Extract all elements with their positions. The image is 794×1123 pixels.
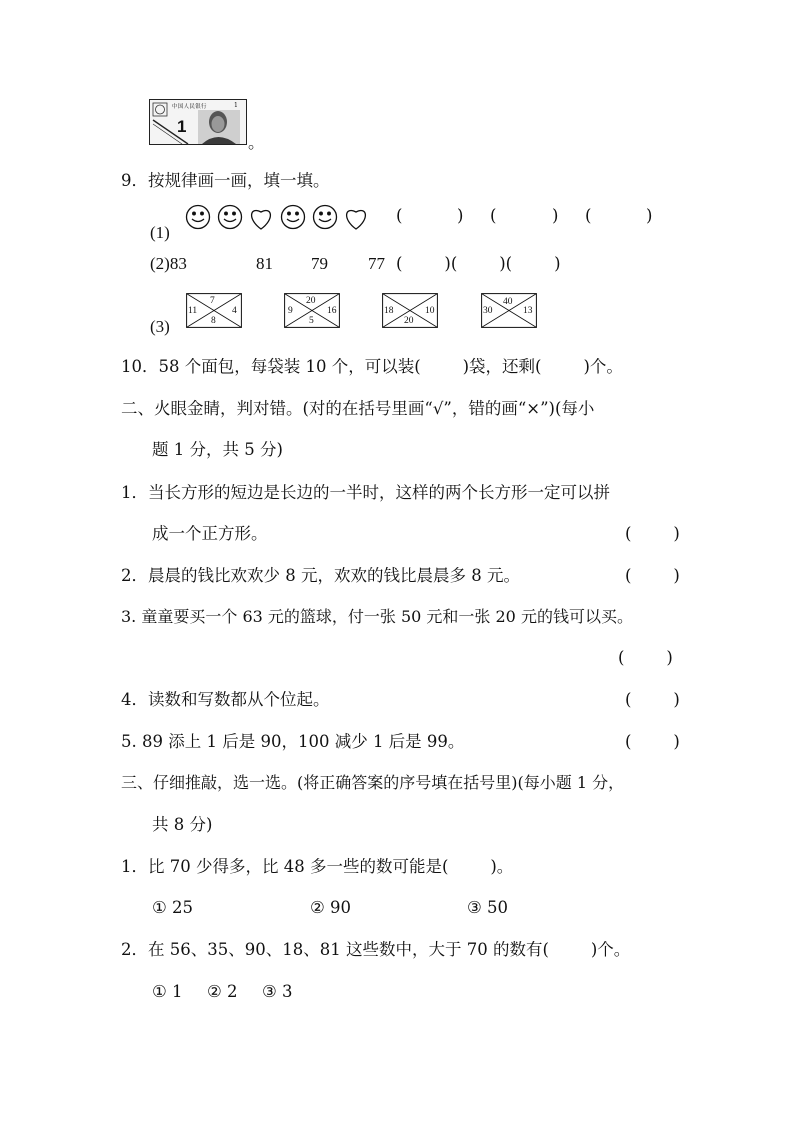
envelope-left-number: 9 — [288, 306, 293, 316]
banknote-suffix: 。 — [248, 133, 265, 152]
smiley-icon — [187, 206, 210, 229]
section3-title: 三、仔细推敲，选一选。(将正确答案的序号填在括号里)(每小题 1 分， — [121, 773, 625, 792]
s3-q1-option-3: ③ 50 — [467, 898, 509, 917]
envelope-top-number: 7 — [210, 296, 215, 306]
envelope-left-number: 18 — [384, 306, 394, 316]
q9-p1-blank-3-close: ) — [646, 206, 653, 225]
s2-item-4: 4．读数和写数都从个位起。 — [121, 690, 330, 709]
envelope-right-number: 13 — [523, 306, 533, 316]
s3-q2-option-1: ① 1 — [152, 982, 183, 1001]
s3-q2-option-2: ② 2 — [207, 982, 238, 1001]
q9-p2-number: 77 — [368, 254, 385, 273]
heart-icon — [252, 210, 271, 229]
s2-item-1-paren: ( ) — [625, 524, 680, 543]
section2-title: 二、火眼金睛，判对错。(对的在括号里画“√”，错的画“×”)(每小 — [121, 399, 595, 418]
envelope — [186, 293, 242, 328]
s3-q1-text: 1．比 70 少得多，比 48 多一些的数可能是( )。 — [121, 857, 514, 876]
q9-p2-number: 81 — [256, 254, 273, 273]
banknote-corner-value: 1 — [234, 102, 238, 109]
banknote-image — [149, 99, 247, 145]
s2-item-3: 3. 童童要买一个 63 元的篮球，付一张 50 元和一张 20 元的钱可以买。 — [121, 607, 633, 626]
q9-p2-label: (2)83 — [150, 254, 187, 273]
envelope-left-number: 30 — [483, 306, 493, 316]
envelope-bottom-number: 8 — [211, 316, 216, 326]
envelope-bottom-number: 20 — [404, 316, 414, 326]
q9-p1-blank-1-open: ( — [396, 206, 403, 225]
q9-p2-number: 79 — [311, 254, 328, 273]
envelope-top-number: 20 — [306, 296, 316, 306]
envelope-bottom-number: 5 — [309, 316, 314, 326]
s2-item-1-cont: 成一个正方形。 — [152, 524, 268, 543]
q9-p1-blank-2-close: ) — [552, 206, 559, 225]
s3-q2-text: 2．在 56、35、90、18、81 这些数中，大于 70 的数有( )个。 — [121, 940, 631, 959]
envelope-top-number: 40 — [503, 297, 513, 307]
smiley-icon — [314, 206, 337, 229]
q9-p3-label: (3) — [150, 317, 170, 336]
heart-icon — [347, 210, 366, 229]
section2-title-cont: 题 1 分，共 5 分) — [152, 440, 283, 459]
s3-q1-option-1: ① 25 — [152, 898, 194, 917]
s2-item-1: 1．当长方形的短边是长边的一半时，这样的两个长方形一定可以拼 — [121, 483, 610, 502]
s3-q2-option-3: ③ 3 — [262, 982, 293, 1001]
s2-item-4-paren: ( ) — [625, 690, 680, 709]
smiley-icon — [219, 206, 242, 229]
banknote-title: 中国人民银行 — [172, 104, 207, 110]
envelope-right-number: 10 — [425, 306, 435, 316]
section3-title-cont: 共 8 分) — [152, 815, 213, 834]
s2-item-5-paren: ( ) — [625, 732, 680, 751]
envelope — [481, 293, 537, 328]
q9-title: 9．按规律画一画，填一填。 — [121, 171, 330, 190]
envelope-left-number: 11 — [188, 306, 198, 316]
s2-item-5: 5. 89 添上 1 后是 90，100 减少 1 后是 99。 — [121, 732, 465, 751]
q9-p1-blank-1-close: ) — [457, 206, 464, 225]
q9-shape-sequence — [184, 202, 374, 232]
q9-p1-blank-2-open: ( — [490, 206, 497, 225]
q9-p2-blanks: ( )( )( ) — [396, 254, 561, 273]
s2-item-3-paren: ( ) — [618, 648, 673, 667]
envelope-right-number: 16 — [327, 306, 337, 316]
banknote-value: 1 — [177, 117, 187, 136]
envelope-right-number: 4 — [232, 306, 237, 316]
envelope — [382, 293, 438, 328]
q10-text: 10．58 个面包，每袋装 10 个，可以装( )袋，还剩( )个。 — [121, 357, 623, 376]
smiley-icon — [282, 206, 305, 229]
envelope — [284, 293, 340, 328]
q9-p1-blank-3-open: ( — [585, 206, 592, 225]
s2-item-2: 2．晨晨的钱比欢欢少 8 元，欢欢的钱比晨晨多 8 元。 — [121, 566, 520, 585]
s2-item-2-paren: ( ) — [625, 566, 680, 585]
q9-p1-label: (1) — [150, 223, 170, 242]
s3-q1-option-2: ② 90 — [310, 898, 352, 917]
